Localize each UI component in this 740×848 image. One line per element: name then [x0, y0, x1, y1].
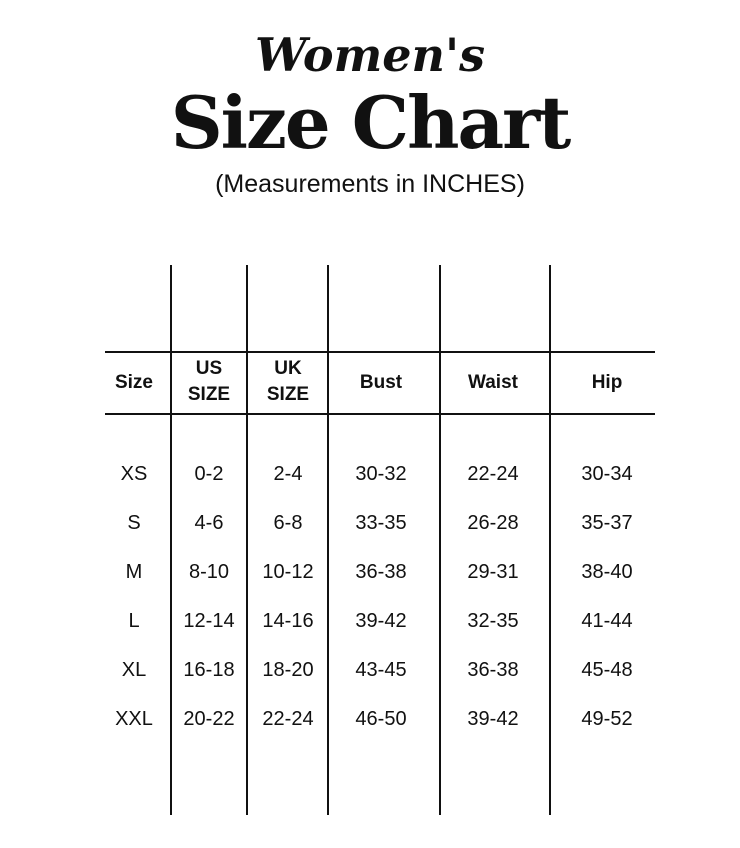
divider: [549, 265, 551, 815]
table-cell: 46-50: [355, 708, 407, 730]
table-cell: 6-8: [273, 512, 303, 534]
table-cell: XS: [120, 463, 148, 485]
column-header: UK SIZE: [266, 358, 310, 405]
column-header: Hip: [591, 372, 623, 393]
table-cell: 32-35: [467, 610, 519, 632]
table-cell: 10-12: [262, 561, 314, 583]
table-cell: 36-38: [467, 659, 519, 681]
table-cell: 14-16: [262, 610, 314, 632]
table-cell: 22-24: [467, 463, 519, 485]
table-cell: 35-37: [581, 512, 633, 534]
divider: [439, 265, 441, 815]
table-cell: 30-32: [355, 463, 407, 485]
column-header: Waist: [468, 372, 518, 393]
table-cell: 33-35: [355, 512, 407, 534]
column-header: US SIZE: [187, 358, 231, 405]
divider: [170, 265, 172, 815]
table-cell: 36-38: [355, 561, 407, 583]
table-cell: 49-52: [581, 708, 633, 730]
table-cell: 18-20: [262, 659, 314, 681]
table-cell: L: [128, 610, 140, 632]
column-header: Size: [114, 372, 154, 393]
table-cell: 0-2: [194, 463, 224, 485]
table-cell: 43-45: [355, 659, 407, 681]
script-title: Women's: [255, 28, 485, 82]
column-header: Bust: [359, 372, 403, 393]
table-cell: XL: [121, 659, 147, 681]
table-cell: 2-4: [273, 463, 303, 485]
table-cell: 20-22: [183, 708, 235, 730]
divider: [105, 351, 655, 353]
table-cell: S: [127, 512, 141, 534]
subtitle: (Measurements in INCHES): [215, 170, 525, 198]
table-cell: 45-48: [581, 659, 633, 681]
table-cell: 30-34: [581, 463, 633, 485]
table-cell: 4-6: [194, 512, 224, 534]
divider: [246, 265, 248, 815]
table-cell: 41-44: [581, 610, 633, 632]
table-cell: 8-10: [188, 561, 230, 583]
table-cell: 16-18: [183, 659, 235, 681]
table-cell: 38-40: [581, 561, 633, 583]
table-cell: 22-24: [262, 708, 314, 730]
table-cell: XXL: [115, 708, 153, 730]
table-cell: 29-31: [467, 561, 519, 583]
table-cell: M: [125, 561, 143, 583]
table-cell: 39-42: [355, 610, 407, 632]
table-cell: 39-42: [467, 708, 519, 730]
divider: [327, 265, 329, 815]
divider: [105, 413, 655, 415]
table-cell: 26-28: [467, 512, 519, 534]
page-title: Size Chart: [170, 80, 570, 165]
table-cell: 12-14: [183, 610, 235, 632]
